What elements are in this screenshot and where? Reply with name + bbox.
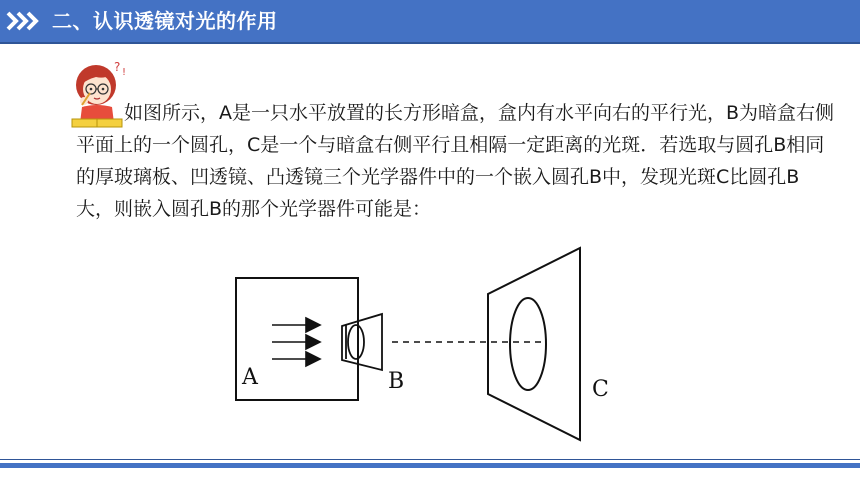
svg-text:?: ? (114, 60, 121, 74)
label-c: C (592, 377, 609, 402)
header-divider (0, 42, 860, 44)
parallel-light-rays (272, 318, 320, 366)
problem-text-body: 如图所示，A是一只水平放置的长方形暗盒，盒内有水平向右的平行光，B为暗盒右侧平面上的一个圆孔，C是一个与暗盒右侧平行且相隔一定距离的光斑．若选取与圆孔B相同的厚玻璃板、凹透镜、凸透镜三个光学器件中的一个嵌入圆孔B中，发现光斑C比圆孔B大，则嵌入圆孔B的那个光学器件可能是： (76, 102, 835, 220)
hole-b (342, 314, 382, 370)
footer-divider-thin (0, 459, 860, 460)
section-header (0, 0, 860, 42)
double-chevron-icon (6, 11, 46, 31)
svg-text:!: ! (122, 67, 127, 78)
section-title: 二、认识透镜对光的作用 (52, 9, 278, 33)
optics-diagram (228, 238, 628, 448)
label-b: B (388, 369, 405, 394)
label-a: A (242, 365, 258, 390)
problem-text (76, 97, 836, 225)
footer-divider-thick (0, 463, 860, 468)
light-spot-c (488, 248, 580, 440)
